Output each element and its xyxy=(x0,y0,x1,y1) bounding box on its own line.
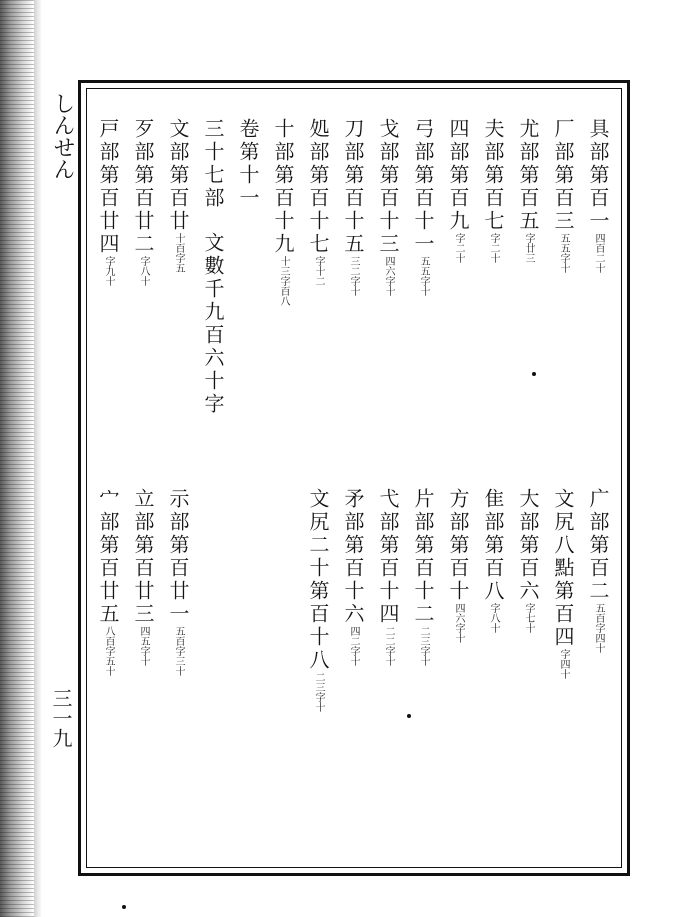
lower-column xyxy=(410,488,436,666)
ink-speck xyxy=(122,905,126,909)
upper-column xyxy=(550,118,576,273)
column-annotation: 四六字十 xyxy=(453,603,464,643)
column-annotation: 字八十 xyxy=(138,256,149,286)
column-annotation: 二二字十 xyxy=(383,626,394,666)
upper-column xyxy=(585,118,611,273)
column-annotation: 字十二 xyxy=(313,256,324,286)
column-annotation: 字廿三 xyxy=(523,233,534,263)
column-heading: 片部第百十二 xyxy=(411,488,435,626)
column-annotation: 四二字十 xyxy=(348,626,359,666)
upper-column xyxy=(445,118,471,263)
column-heading: 三十七部 xyxy=(201,118,225,210)
column-annotation: 五百字三十 xyxy=(173,626,184,676)
column-heading: 尤部第百五 xyxy=(516,118,540,233)
lower-column xyxy=(165,488,191,676)
lower-column xyxy=(550,488,576,679)
column-heading: 刀部第百十五 xyxy=(341,118,365,256)
lower-column xyxy=(95,488,121,676)
page-gutter xyxy=(34,0,42,917)
book-spine-shadow xyxy=(0,0,34,917)
upper-column xyxy=(410,118,436,296)
upper-column xyxy=(165,118,191,273)
page-number: 三一九 xyxy=(49,688,73,748)
column-heading: 立部第百廿三 xyxy=(131,488,155,626)
upper-column xyxy=(200,118,226,210)
column-annotation: 五五字十 xyxy=(418,256,429,296)
upper-column xyxy=(375,118,401,296)
upper-column xyxy=(270,118,296,306)
column-heading: 戸部第百廿四 xyxy=(96,118,120,256)
lower-column xyxy=(515,488,541,633)
column-annotation: 五五字十 xyxy=(558,233,569,273)
upper-column xyxy=(305,118,331,286)
column-heading: 夫部第百七 xyxy=(481,118,505,233)
column-heading: 弋部第百十四 xyxy=(376,488,400,626)
upper-column xyxy=(340,118,366,296)
column-annotation: 四六字十 xyxy=(383,256,394,296)
lower-column xyxy=(130,488,156,666)
column-annotation: 字四十 xyxy=(558,649,569,679)
lower-column xyxy=(480,488,506,633)
running-head: しんせん xyxy=(50,92,75,180)
column-heading: 矛部第百十六 xyxy=(341,488,365,626)
upper-column xyxy=(235,118,261,210)
column-heading: 戈部第百十三 xyxy=(376,118,400,256)
column-annotation: 十三字百八 xyxy=(278,256,289,306)
lower-column xyxy=(340,488,366,666)
column-heading: 广部第百二 xyxy=(586,488,610,603)
column-annotation: 字二十 xyxy=(488,233,499,263)
column-annotation: 字七十 xyxy=(523,603,534,633)
lower-column xyxy=(305,488,331,712)
column-heading: 弓部第百十一 xyxy=(411,118,435,256)
column-annotation: 二三字十 xyxy=(313,672,324,712)
column-heading: 文部第百廿 xyxy=(166,118,190,233)
column-heading: 歹部第百廿二 xyxy=(131,118,155,256)
column-annotation: 字二十 xyxy=(453,233,464,263)
column-annotation: 八百字五十 xyxy=(103,626,114,676)
column-annotation: 四五字十 xyxy=(138,626,149,666)
column-heading: 文尻二十第百十八 xyxy=(306,488,330,672)
column-annotation: 字九十 xyxy=(103,256,114,286)
column-heading: 十部第百十九 xyxy=(271,118,295,256)
column-annotation: 二三字十 xyxy=(418,626,429,666)
column-heading: 示部第百廿一 xyxy=(166,488,190,626)
lower-column xyxy=(375,488,401,666)
column-heading: 大部第百六 xyxy=(516,488,540,603)
ink-speck xyxy=(532,372,536,376)
column-annotation: 十百字五 xyxy=(173,233,184,273)
column-annotation: 五百字四十 xyxy=(593,603,604,653)
ink-speck xyxy=(407,714,411,718)
column-heading: 文尻八點第百四 xyxy=(551,488,575,649)
upper-column xyxy=(515,118,541,263)
column-heading: 具部第百一 xyxy=(586,118,610,233)
lower-column xyxy=(445,488,471,643)
character-count-line: 文數千九百六十字 xyxy=(201,232,225,416)
column-heading: 宀部第百廿五 xyxy=(96,488,120,626)
column-annotation: 字八十 xyxy=(488,603,499,633)
column-heading: 方部第百十 xyxy=(446,488,470,603)
upper-column xyxy=(480,118,506,263)
column-heading: 卷第十一 xyxy=(236,118,260,210)
upper-column xyxy=(95,118,121,286)
upper-column xyxy=(130,118,156,286)
column-heading: 四部第百九 xyxy=(446,118,470,233)
column-heading: 厂部第百三 xyxy=(551,118,575,233)
column-annotation: 四百二十 xyxy=(593,233,604,273)
lower-column xyxy=(585,488,611,653)
column-heading: 処部第百十七 xyxy=(306,118,330,256)
column-heading: 隹部第百八 xyxy=(481,488,505,603)
column-annotation: 三二字十 xyxy=(348,256,359,296)
